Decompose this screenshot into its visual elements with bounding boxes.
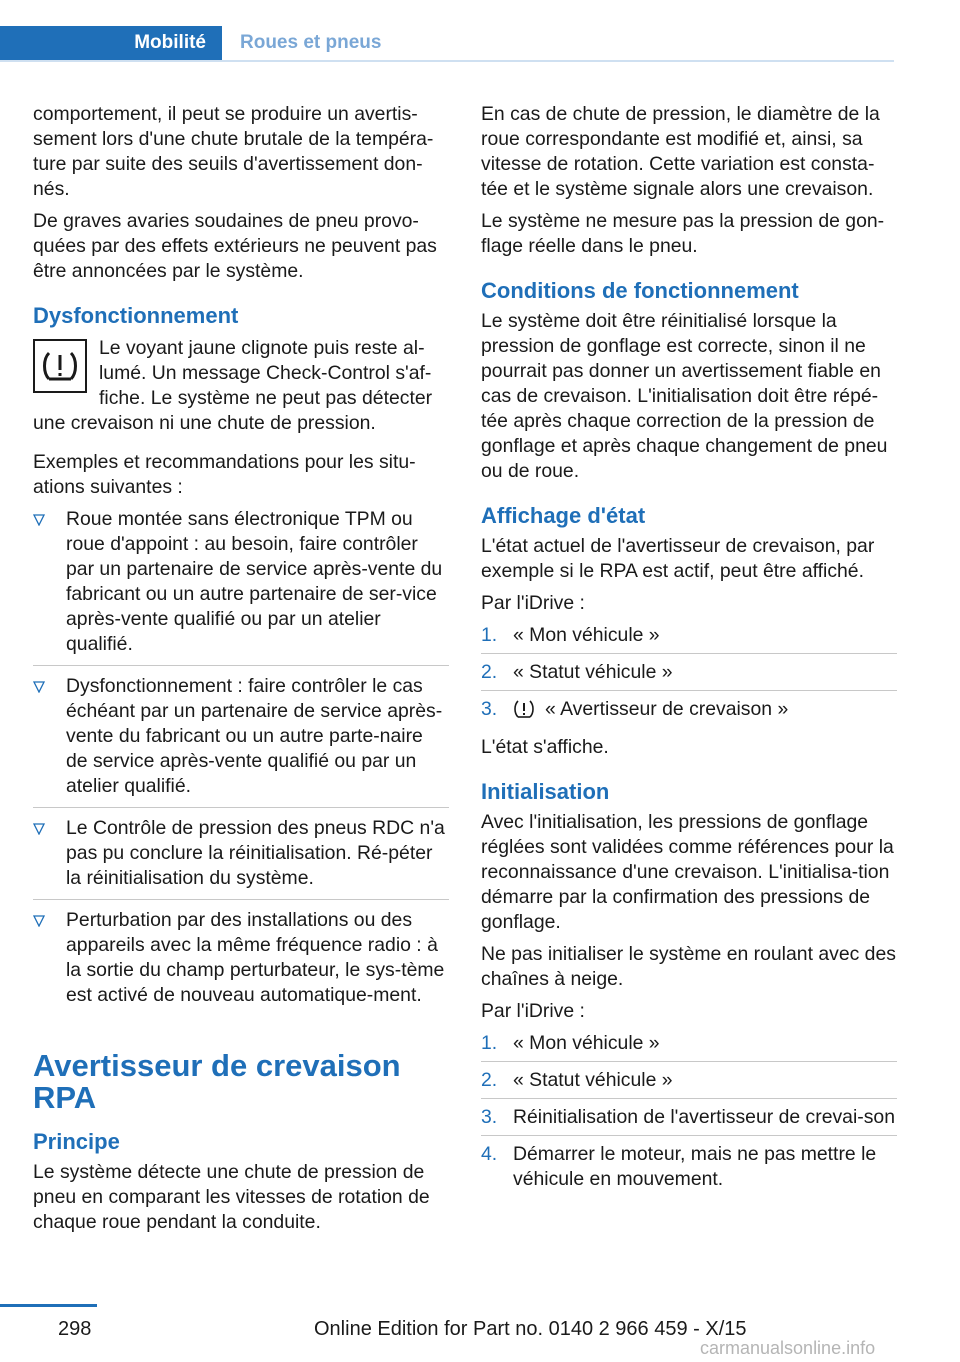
paragraph: Avec l'initialisation, les pressions de gonflage réglées sont validées comme références pour la reconnaissance d'une crevaison. L'initialisa-tion démarre par la confirmation des pressions de gonflage. bbox=[481, 811, 894, 933]
list-item-text: Perturbation par des installations ou des appareils avec la même fréquence radio : à la sortie du champ perturbateur, le sys-tème est activé de nouveau automatique-ment. bbox=[66, 909, 445, 1006]
triangle-bullet-icon bbox=[33, 514, 45, 526]
list-item bbox=[481, 1142, 897, 1197]
list-item-text: Roue montée sans électronique TPM ou roue d'appoint : au besoin, faire contrôler par un partenaire de service après-vente du fabricant ou un autre partenaire de ser-vice après-vente qualifié ou par un atelier qualifié. bbox=[66, 508, 443, 655]
list-item-text: Dysfonctionnement : faire contrôler le cas échéant par un partenaire de service après-vente du fabricant ou un autre parte-naire de service après-vente qualifié ou par un atelier qualifié. bbox=[66, 675, 443, 797]
paragraph: L'état actuel de l'avertisseur de crevaison, par exemple si le RPA est actif, peut être affiché. bbox=[481, 535, 875, 582]
warning-text-tail: une crevaison ni une chute de pression. bbox=[33, 412, 376, 434]
steps-list-affichage bbox=[481, 623, 897, 727]
step-number: 2. bbox=[481, 1069, 498, 1091]
tire-pressure-warning-icon bbox=[513, 699, 535, 719]
step-number: 1. bbox=[481, 1032, 498, 1054]
menu-item-mon-vehicule[interactable]: « Mon véhicule » bbox=[513, 1032, 660, 1054]
menu-item-avertisseur-crevaison[interactable]: « Avertisseur de crevaison » bbox=[545, 698, 789, 720]
section-title bbox=[33, 1050, 449, 1114]
step-number: 3. bbox=[481, 698, 498, 720]
step-number: 2. bbox=[481, 661, 498, 683]
list-item bbox=[33, 507, 449, 666]
warning-block bbox=[33, 336, 449, 411]
page-number: 298 bbox=[58, 1318, 92, 1340]
tire-pressure-warning-icon bbox=[33, 339, 87, 393]
section-tab[interactable] bbox=[0, 26, 222, 60]
heading-initialisation: Initialisation bbox=[481, 779, 610, 804]
list-item bbox=[481, 1105, 897, 1136]
list-item-text: Le Contrôle de pression des pneus RDC n'a pas pu conclure la réinitialisation. Ré-péter la réinitialisation du système. bbox=[66, 817, 445, 889]
paragraph: Ne pas initialiser le système en roulant avec des chaînes à neige. bbox=[481, 943, 896, 990]
heading-affichage: Affichage d'état bbox=[481, 503, 646, 528]
triangle-bullet-icon bbox=[33, 681, 45, 693]
list-item bbox=[481, 660, 897, 691]
menu-item-reinitialisation[interactable]: Réinitialisation de l'avertisseur de crevai-son bbox=[513, 1106, 895, 1128]
step-number: 4. bbox=[481, 1143, 498, 1165]
menu-item-statut-vehicule[interactable]: « Statut véhicule » bbox=[513, 1069, 673, 1091]
list-item bbox=[33, 908, 449, 1016]
paragraph: Par l'iDrive : bbox=[481, 592, 585, 614]
chapter-tab[interactable] bbox=[240, 26, 381, 60]
paragraph: Le système doit être réinitialisé lorsque la pression de gonflage est correcte, sinon il ne pourrait pas donner un avertissement fiable en cas de crevaison. L'initialisation doit être répé-tée après chaque correction de la pression de gonflage et après chaque changement de pneu ou de roue. bbox=[481, 310, 888, 482]
list-item bbox=[481, 697, 897, 727]
paragraph: Par l'iDrive : bbox=[481, 1000, 585, 1022]
list-item bbox=[33, 816, 449, 900]
left-column bbox=[33, 102, 449, 1242]
section-title-line2: RPA bbox=[33, 1080, 97, 1115]
chapter-tab-label: Roues et pneus bbox=[240, 32, 382, 53]
heading-dysfonctionnement: Dysfonctionnement bbox=[33, 303, 239, 328]
paragraph: Exemples et recommandations pour les situ-ations suivantes : bbox=[33, 451, 416, 498]
list-item bbox=[481, 623, 897, 654]
bullet-list bbox=[33, 507, 449, 1016]
step-number: 3. bbox=[481, 1106, 498, 1128]
paragraph: En cas de chute de pression, le diamètre de la roue correspondante est modifié et, ainsi, sa vitesse de rotation. Cette variation est consta-tée et le système signale alors une crevaison. bbox=[481, 103, 880, 200]
step-number: 1. bbox=[481, 624, 498, 646]
heading-principe: Principe bbox=[33, 1129, 120, 1154]
menu-item-mon-vehicule[interactable]: « Mon véhicule » bbox=[513, 624, 660, 646]
list-item bbox=[33, 674, 449, 808]
watermark: carmanualsonline.info bbox=[700, 1338, 876, 1358]
heading-conditions: Conditions de fonctionnement bbox=[481, 278, 799, 303]
edition-text: Online Edition for Part no. 0140 2 966 459 - X/15 bbox=[314, 1318, 747, 1340]
triangle-bullet-icon bbox=[33, 915, 45, 927]
menu-item-statut-vehicule[interactable]: « Statut véhicule » bbox=[513, 661, 673, 683]
header-divider bbox=[0, 60, 894, 62]
right-column bbox=[481, 102, 897, 1205]
triangle-bullet-icon bbox=[33, 823, 45, 835]
section-tab-label: Mobilité bbox=[134, 32, 206, 53]
paragraph: comportement, il peut se produire un avertis-sement lors d'une chute brutale de la tempéra-ture par suite des seuils d'avertissement don-nés. bbox=[33, 103, 434, 200]
paragraph: De graves avaries soudaines de pneu provo-quées par des effets extérieurs ne peuvent pas être annoncées par le système. bbox=[33, 210, 437, 282]
paragraph: Le système ne mesure pas la pression de gon-flage réelle dans le pneu. bbox=[481, 210, 885, 257]
warning-text: Le voyant jaune clignote puis reste al-lumé. Un message Check-Control s'af-fiche. Le système ne peut pas détecter bbox=[99, 337, 433, 409]
page-header bbox=[0, 0, 960, 64]
steps-list-initialisation bbox=[481, 1031, 897, 1197]
footer-divider bbox=[0, 1304, 97, 1307]
section-title-line1: Avertisseur de crevaison bbox=[33, 1048, 401, 1083]
paragraph: Le système détecte une chute de pression de pneu en comparant les vitesses de rotation de chaque roue pendant la conduite. bbox=[33, 1161, 430, 1233]
list-item bbox=[481, 1068, 897, 1099]
step-text: Démarrer le moteur, mais ne pas mettre le véhicule en mouvement. bbox=[513, 1143, 877, 1190]
list-item bbox=[481, 1031, 897, 1062]
paragraph: L'état s'affiche. bbox=[481, 736, 609, 758]
